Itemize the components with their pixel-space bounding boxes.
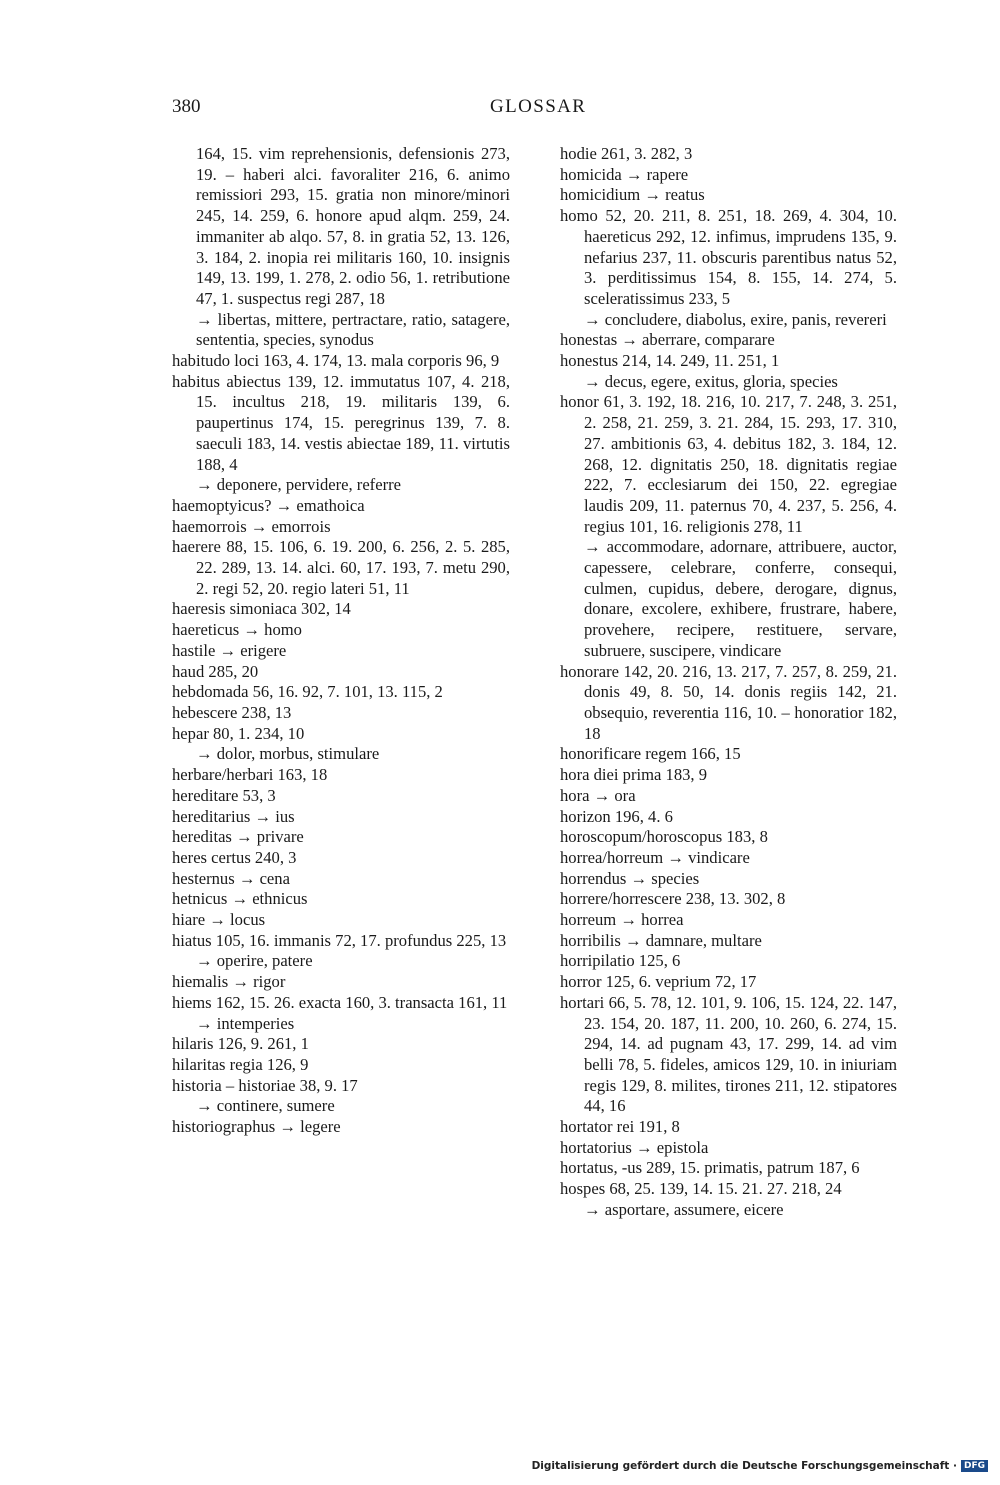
- glossary-entry: horrea/horreum → vindicare: [560, 847, 750, 867]
- cross-reference: → decus, egere, exitus, gloria, species: [584, 371, 838, 391]
- cross-reference: → operire, patere: [196, 951, 313, 971]
- glossary-entry: hortator rei 191, 8: [560, 1117, 680, 1137]
- glossary-entry: historiographus → legere: [172, 1117, 341, 1137]
- glossary-entry: hiare → locus: [172, 910, 266, 930]
- cross-reference: → accommodare, adornare, attribuere, auctor, capessere, celebrare, conferre, consequi, culmen, cupidus, debere, derogare, dignus, donare, excolere, exhibere, frustrare, habere, provehere, recipere, restituere, servare, subruere, suscipere, vindicare: [584, 537, 897, 660]
- glossary-entry: historia – historiae 38, 9. 17: [172, 1075, 358, 1095]
- cross-reference: → concludere, diabolus, exire, panis, revereri: [584, 309, 887, 329]
- glossary-entry: hortatus, -us 289, 15. primatis, patrum 187, 6: [560, 1158, 860, 1178]
- glossary-entry: hiatus 105, 16. immanis 72, 17. profundus 225, 13: [172, 930, 507, 950]
- footer-credit: [532, 1460, 988, 1472]
- cross-reference: → libertas, mittere, pertractare, ratio, satagere, sententia, species, synodus: [196, 309, 510, 350]
- glossary-entry: homicidium → reatus: [560, 185, 705, 205]
- glossary-entry: haeresis simoniaca 302, 14: [172, 599, 351, 619]
- glossary-entry: hora diei prima 183, 9: [560, 765, 708, 785]
- glossary-entry: homo 52, 20. 211, 8. 251, 18. 269, 4. 304, 10. haereticus 292, 12. infimus, imprudens 135, 9. nefarius 237, 11. obscuris parentibus natus 52, 3. perditissimus 154, 8. 155, 14. 274, 5. sceleratissimus 233, 5: [560, 206, 897, 308]
- glossary-entry: haerere 88, 15. 106, 6. 19. 200, 6. 256, 2. 5. 285, 22. 289, 13. 14. alci. 60, 17. 193, 7. metu 290, 2. regi 52, 20. regio lateri 51, 11: [172, 537, 510, 598]
- glossary-entry: haemoptyicus? → emathoica: [172, 495, 365, 515]
- glossary-column-right: [560, 144, 897, 1221]
- cross-reference: → dolor, morbus, stimulare: [196, 744, 380, 764]
- running-head: GLOSSAR: [490, 96, 587, 117]
- glossary-entry: honestas → aberrare, comparare: [560, 330, 775, 350]
- glossary-entry: habitus abiectus 139, 12. immutatus 107, 4. 218, 15. incultus 218, 19. militaris 139, 6. paupertinus 174, 15. peregrinus 139, 7. 8. saeculi 183, 14. vestis abiectae 189, 11. virtutis 188, 4: [172, 371, 510, 474]
- glossary-entry: honor 61, 3. 192, 18. 216, 10. 217, 7. 248, 3. 251, 2. 258, 21. 259, 3. 21. 284, 15. 293, 17. 310, 27. ambitionis 63, 4. debitus 182, 3. 184, 12. 268, 12. dignitatis 250, 18. dignitatis regiae 222, 7. ecclesiarum dei 150, 22. egregiae laudis 209, 11. paternus 70, 4. 237, 5. 256, 4. regius 101, 16. religionis 278, 11: [560, 392, 897, 536]
- glossary-entry: honorare 142, 20. 216, 13. 217, 7. 257, 8. 259, 21. donis 49, 8. 50, 14. donis regiis 142, 21. obsequio, reverentia 116, 10. – honoratior 182, 18: [560, 661, 897, 743]
- glossary-entry: hospes 68, 25. 139, 14. 15. 21. 27. 218, 24: [560, 1179, 842, 1199]
- glossary-entry: hortari 66, 5. 78, 12. 101, 9. 106, 15. 124, 22. 147, 23. 154, 20. 187, 11. 200, 10. 260, 6. 274, 15. 294, 14. ad pugnam 43, 17. 299, 14. ad vim belli 78, 5. fideles, amicos 129, 10. in iniuriam regis 129, 8. milites, tirones 211, 12. stipatores 44, 16: [560, 992, 897, 1116]
- glossary-entry: horreum → horrea: [560, 910, 684, 930]
- glossary-entry: horripilatio 125, 6: [560, 951, 681, 971]
- glossary-entry: 164, 15. vim reprehensionis, defensionis 273, 19. – haberi alci. favoraliter 216, 6. animo remissiori 293, 15. gratia non minore/minori 245, 14. 259, 6. honore apud alqm. 259, 24. immaniter ab alqo. 57, 8. in gratia 52, 13. 126, 3. 184, 2. inopia rei militaris 160, 10. insignis 149, 13. 199, 1. 278, 2. odio 56, 1. retributione 47, 1. suspectus regi 287, 18: [196, 144, 510, 308]
- cross-reference: → continere, sumere: [196, 1096, 335, 1116]
- footer-text: Digitalisierung gefördert durch die Deutsche Forschungsgemeinschaft ·: [531, 1460, 957, 1472]
- glossary-entry: heres certus 240, 3: [172, 847, 297, 867]
- glossary-entry: hiems 162, 15. 26. exacta 160, 3. transacta 161, 11: [172, 992, 508, 1012]
- glossary-entry: hereditare 53, 3: [172, 785, 276, 805]
- glossary-column-left: [172, 144, 510, 1138]
- glossary-entry: hortatorius → epistola: [560, 1137, 709, 1157]
- glossary-entry: herbare/herbari 163, 18: [172, 765, 328, 785]
- dfg-logo: DFG: [961, 1460, 988, 1472]
- glossary-entry: hilaris 126, 9. 261, 1: [172, 1034, 309, 1054]
- glossary-entry: horizon 196, 4. 6: [560, 806, 673, 826]
- glossary-entry: habitudo loci 163, 4. 174, 13. mala corporis 96, 9: [172, 351, 500, 371]
- glossary-entry: hebescere 238, 13: [172, 702, 292, 722]
- glossary-entry: honorificare regem 166, 15: [560, 744, 741, 764]
- glossary-entry: haemorrois → emorrois: [172, 516, 331, 536]
- glossary-entry: hetnicus → ethnicus: [172, 889, 308, 909]
- glossary-entry: horror 125, 6. veprium 72, 17: [560, 972, 757, 992]
- cross-reference: → deponere, pervidere, referre: [196, 475, 401, 495]
- glossary-entry: haereticus → homo: [172, 620, 302, 640]
- glossary-entry: hilaritas regia 126, 9: [172, 1054, 309, 1074]
- cross-reference: → intemperies: [196, 1013, 295, 1033]
- cross-reference: → asportare, assumere, eicere: [584, 1199, 784, 1219]
- glossary-entry: horrendus → species: [560, 868, 700, 888]
- glossary-entry: hastile → erigere: [172, 640, 287, 660]
- page-number: 380: [172, 96, 201, 117]
- glossary-entry: hepar 80, 1. 234, 10: [172, 723, 305, 743]
- glossary-entry: honestus 214, 14. 249, 11. 251, 1: [560, 351, 780, 371]
- glossary-entry: horribilis → damnare, multare: [560, 930, 762, 950]
- glossary-entry: horrere/horrescere 238, 13. 302, 8: [560, 889, 786, 909]
- glossary-entry: hebdomada 56, 16. 92, 7. 101, 13. 115, 2: [172, 682, 443, 702]
- glossary-entry: hereditarius → ius: [172, 806, 295, 826]
- glossary-entry: hora → ora: [560, 785, 636, 805]
- glossary-entry: haud 285, 20: [172, 661, 259, 681]
- glossary-entry: homicida → rapere: [560, 164, 689, 184]
- glossary-entry: hesternus → cena: [172, 868, 290, 888]
- glossary-entry: hodie 261, 3. 282, 3: [560, 144, 693, 163]
- glossary-entry: horoscopum/horoscopus 183, 8: [560, 827, 768, 847]
- glossary-entry: hiemalis → rigor: [172, 972, 286, 992]
- glossary-entry: hereditas → privare: [172, 827, 304, 847]
